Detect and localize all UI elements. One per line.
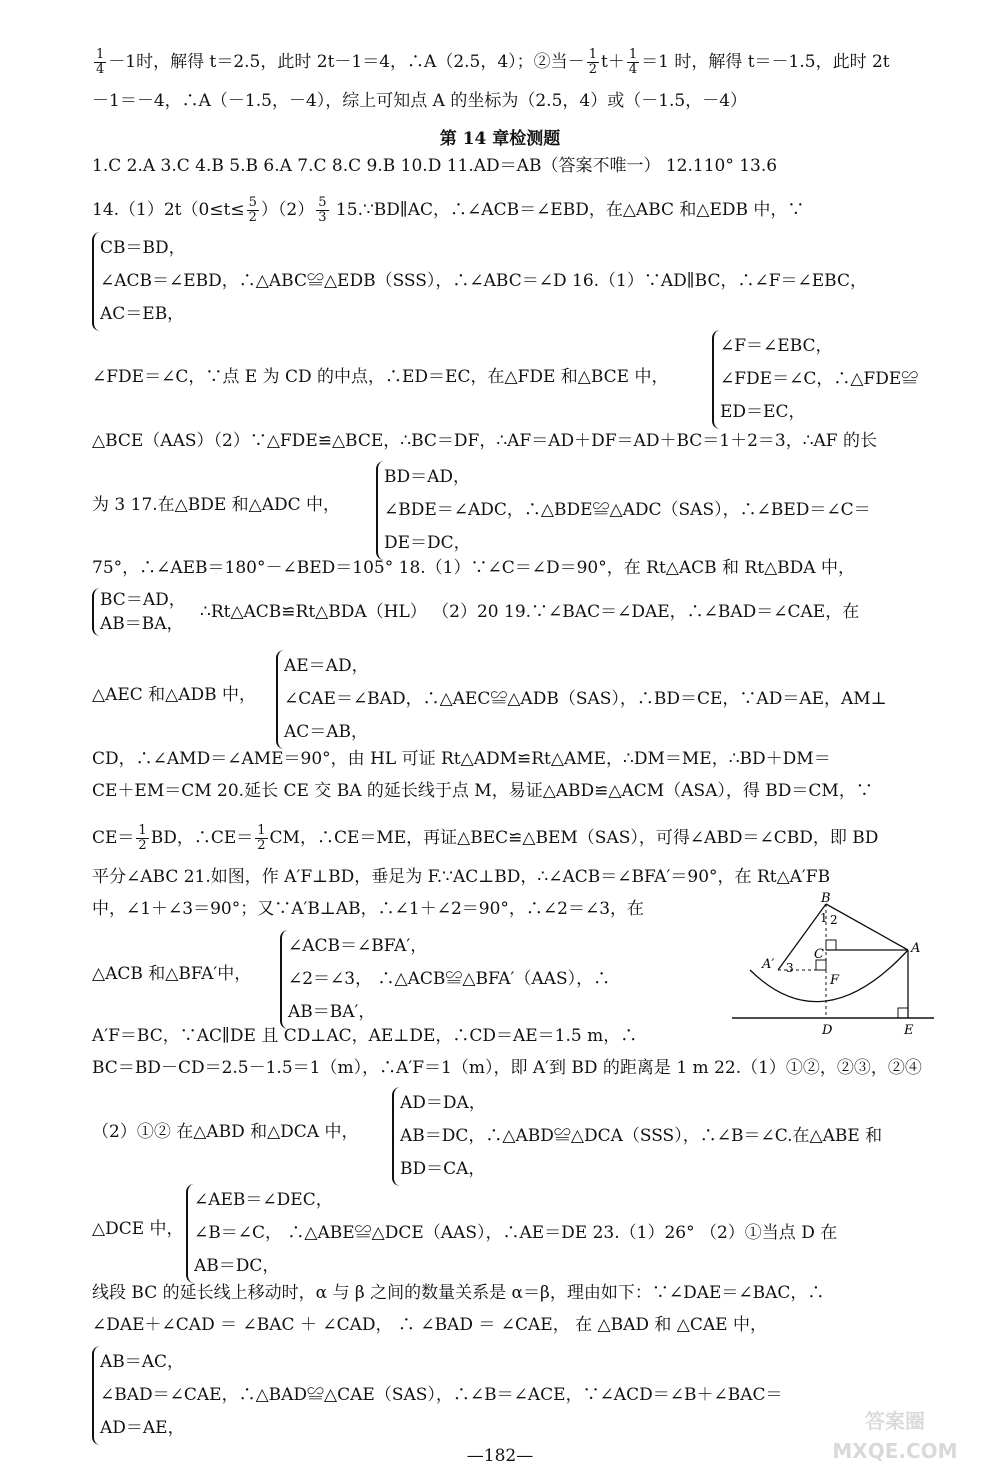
equation-system: CB＝BD， ∠ACB＝∠EBD，∴△ABC≌△EDB（SSS），∴∠ABC＝∠D 16.（1）∵AD∥BC，∴∠F＝∠EBC， AC＝EB， [92, 232, 867, 331]
label-e: E [904, 1023, 914, 1038]
watermark: 答案圈 MXQE.COM [832, 1409, 958, 1463]
label-a-prime: A′ [762, 957, 775, 972]
equation-system: AB＝AC， ∠BAD＝∠CAE，∴△BAD≌△CAE（SAS），∴∠B＝∠ACE，∵∠ACD＝∠B＋∠BAC＝ AD＝AE， [92, 1346, 782, 1445]
fraction: $\frac{1}{2}$ [257, 823, 266, 853]
equation-system: ∠ACB＝∠BFA′， ∠2＝∠3， ∴△ACB≌△BFA′（AAS），∴ AB＝BA′， [280, 930, 610, 1029]
text-line: 75°，∴∠AEB＝180°－∠BED＝105° 18.（1）∵∠C＝∠D＝90°，在 Rt△ACB 和 Rt△BDA 中， [92, 558, 855, 578]
text-line: A′F＝BC，∵AC∥DE 且 CD⊥AC，AE⊥DE，∴CD＝AE＝1.5 m，∴ [92, 1026, 638, 1046]
equation-system: BC＝AD， AB＝BA， [92, 588, 186, 636]
ba-line [826, 904, 908, 950]
text-line: CD，∴∠AMD＝∠AME＝90°，由 HL 可证 Rt△ADM≌Rt△AME，∴DM＝ME，∴BD＋DM＝ [92, 749, 831, 769]
equation-system: AE＝AD， ∠CAE＝∠BAD，∴△AEC≌△ADB（SAS），∴BD＝CE，∵AD＝AE，AM⊥ AC＝AB， [276, 650, 887, 749]
equation-system: AD＝DA， AB＝DC，∴△ABD≌△DCA（SSS），∴∠B＝∠C.在△ABE 和 BD＝CA， [392, 1087, 882, 1186]
equation-system: ∠AEB＝∠DEC， ∠B＝∠C， ∴△ABE≌△DCE（AAS），∴AE＝DE 23.（1）26° （2）①当点 D 在 AB＝DC， [186, 1184, 837, 1283]
section-title: 第 14 章检测题 [439, 129, 561, 149]
text-line: 平分∠ABC 21.如图，作 A′F⊥BD，垂足为 F.∵AC⊥BD，∴∠ACB＝∠BFA′＝90°，在 Rt△A′FB [92, 867, 831, 887]
text-line: 线段 BC 的延长线上移动时，α 与 β 之间的数量关系是 α＝β，理由如下：∵∠DAE＝∠BAC，∴ [92, 1283, 825, 1303]
text-line: 为 3 17.在△BDE 和△ADC 中， [92, 495, 341, 515]
label-a: A [911, 941, 921, 956]
fraction: $\frac{1}{2}$ [588, 47, 597, 77]
swing-figure [728, 892, 938, 1038]
right-angle-mark [826, 940, 836, 950]
label-angle-3: 3 [786, 961, 794, 975]
answer-key-line: 1.C 2.A 3.C 4.B 5.B 6.A 7.C 8.C 9.B 10.D 11.AD＝AB（答案不唯一） 12.110° 13.6 [92, 156, 778, 176]
text-line: BC＝BD－CD＝2.5－1.5＝1（m），∴A′F＝1（m），即 A′到 BD 的距离是 1 m 22.（1）①②，②③，②④ [92, 1058, 922, 1078]
text-line: 中，∠1＋∠3＝90°；又∵A′B⊥AB，∴∠1＋∠2＝90°，∴∠2＝∠3，在 [92, 899, 645, 919]
fraction: $\frac{1}{4}$ [628, 47, 638, 77]
text-line: ∠FDE＝∠C，∵点 E 为 CD 的中点，∴ED＝EC，在△FDE 和△BCE 中， [92, 367, 669, 387]
text-line: $\frac{1}{4}$ －1时，解得 t＝2.5，此时 2t－1＝4，∴A（2.5，4）；②当－ $\frac{1}{2}$ t＋ $\frac{1}{4}$ ＝1 时，解得 t＝－1.5，此时 2t [96, 47, 890, 77]
fraction: $\frac{5}{3}$ [318, 195, 327, 225]
text-line: （2）①② 在△ABD 和△DCA 中， [92, 1122, 359, 1142]
fraction: $\frac{1}{2}$ [138, 823, 147, 853]
label-angle-1: 1 [820, 911, 828, 925]
label-c: C [814, 947, 824, 962]
text-line: ∴Rt△ACB≌Rt△BDA（HL） （2）20 19.∵∠BAC＝∠DAE，∴∠BAD＝∠CAE，在 [200, 602, 860, 622]
fraction: $\frac{5}{2}$ [248, 195, 257, 225]
text-line: △BCE（AAS）（2）∵△FDE≌△BCE，∴BC＝DF，∴AF＝AD＋DF＝AD＋BC＝1＋2＝3，∴AF 的长 [92, 431, 878, 451]
text-line: ∠DAE＋∠CAD ＝ ∠BAC ＋ ∠CAD， ∴ ∠BAD ＝ ∠CAE， 在 △BAD 和 △CAE 中， [92, 1315, 767, 1335]
page-number: —182— [466, 1446, 534, 1466]
text-line: CE＝ $\frac{1}{2}$ BD，∴CE＝ $\frac{1}{2}$ CM，∴CE＝ME，再证△BEC≌△BEM（SAS），可得∠ABD＝∠CBD，即 BD [92, 823, 879, 853]
text-line: －1＝－4，∴A（－1.5，－4），综上可知点 A 的坐标为（2.5，4）或（－1.5，－4） [92, 91, 748, 111]
text-line: △DCE 中， [92, 1219, 184, 1239]
text-line: △AEC 和△ADB 中， [92, 685, 257, 705]
text-line: CE＋EM＝CM 20.延长 CE 交 BA 的延长线于点 M，易证△ABD≌△ACM（ASA），得 BD＝CM，∵ [92, 781, 873, 801]
equation-system: BD＝AD， ∠BDE＝∠ADC，∴△BDE≌△ADC（SAS），∴∠BED＝∠C＝ DE＝DC， [376, 461, 871, 560]
fraction: $\frac{1}{4}$ [96, 47, 105, 77]
label-angle-2: 2 [830, 913, 838, 927]
text-line: 14.（1）2t（0≤t≤ $\frac{5}{2}$ ）（2） $\frac{5}{3}$ 15.∵BD∥AC，∴∠ACB＝∠EBD，在△ABC 和△EDB 中，∵ [92, 195, 805, 225]
right-angle-mark [898, 1008, 908, 1018]
label-f: F [830, 973, 840, 988]
text-line: △ACB 和△BFA′中， [92, 964, 252, 984]
label-d: D [822, 1023, 833, 1038]
label-b: B [821, 892, 831, 906]
equation-system: ∠F＝∠EBC， ∠FDE＝∠C，∴△FDE≌ ED＝EC， [712, 330, 918, 429]
